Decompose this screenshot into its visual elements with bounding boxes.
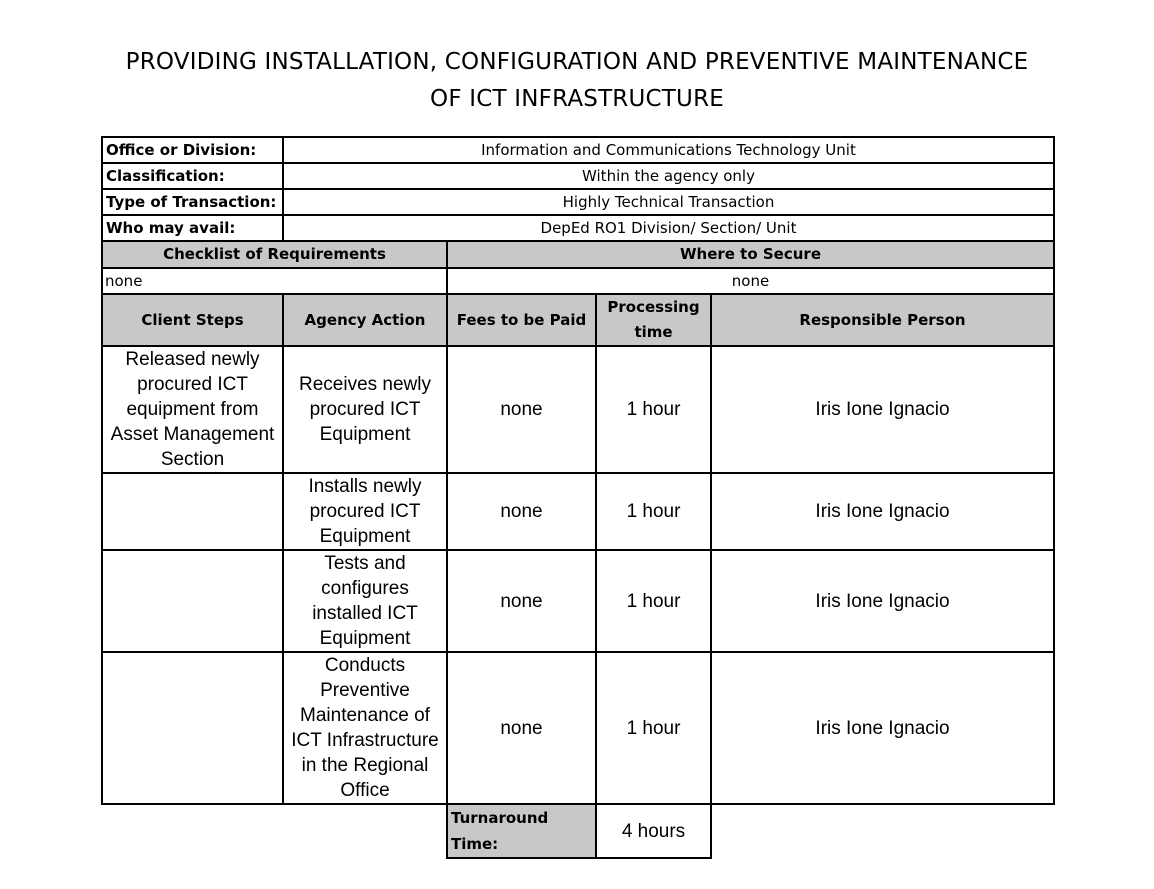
step-row — [102, 652, 1054, 804]
classification-label: Classification: — [102, 163, 283, 189]
steps-header-row — [102, 294, 1054, 346]
transaction-value: Highly Technical Transaction — [283, 189, 1054, 215]
responsible-person: Iris Ione Ignacio — [711, 550, 1054, 652]
office-value: Information and Communications Technology Unit — [283, 137, 1054, 163]
requirements-row — [102, 268, 1054, 294]
requirements-header-row — [102, 241, 1054, 268]
agency-action: Conducts Preventive Maintenance of ICT Infrastructure in the Regional Office — [283, 652, 447, 804]
client-step — [102, 473, 283, 550]
turnaround-label: Turnaround Time: — [447, 804, 596, 858]
title-line-1: PROVIDING INSTALLATION, CONFIGURATION AND PREVENTIVE MAINTENANCE — [125, 49, 1029, 75]
info-row-avail — [102, 215, 1054, 241]
agency-action: Receives newly procured ICT Equipment — [283, 346, 447, 473]
info-row-classification — [102, 163, 1054, 189]
step-row — [102, 473, 1054, 550]
responsible-person: Iris Ione Ignacio — [711, 346, 1054, 473]
document-title — [0, 44, 1154, 118]
info-row-office — [102, 137, 1054, 163]
client-steps-header: Client Steps — [102, 294, 283, 346]
fees: none — [447, 473, 596, 550]
agency-action: Tests and configures installed ICT Equipment — [283, 550, 447, 652]
agency-action-header: Agency Action — [283, 294, 447, 346]
turnaround-row — [102, 804, 1054, 858]
processing-time: 1 hour — [596, 473, 711, 550]
responsible-person: Iris Ione Ignacio — [711, 652, 1054, 804]
responsible-person-header: Responsible Person — [711, 294, 1054, 346]
fees: none — [447, 652, 596, 804]
where-to-secure-value: none — [447, 268, 1054, 294]
fees: none — [447, 550, 596, 652]
step-row — [102, 346, 1054, 473]
fees: none — [447, 346, 596, 473]
checklist-header: Checklist of Requirements — [102, 241, 447, 268]
processing-time-header: Processing time — [596, 294, 711, 346]
turnaround-value: 4 hours — [596, 804, 711, 858]
agency-action: Installs newly procured ICT Equipment — [283, 473, 447, 550]
avail-label: Who may avail: — [102, 215, 283, 241]
client-step: Released newly procured ICT equipment from Asset Management Section — [102, 346, 283, 473]
step-row — [102, 550, 1054, 652]
responsible-person: Iris Ione Ignacio — [711, 473, 1054, 550]
transaction-label: Type of Transaction: — [102, 189, 283, 215]
avail-value: DepEd RO1 Division/ Section/ Unit — [283, 215, 1054, 241]
client-step — [102, 652, 283, 804]
checklist-value: none — [102, 268, 447, 294]
processing-time: 1 hour — [596, 652, 711, 804]
processing-time: 1 hour — [596, 550, 711, 652]
classification-value: Within the agency only — [283, 163, 1054, 189]
citizens-charter-table — [101, 136, 1055, 859]
info-row-transaction — [102, 189, 1054, 215]
where-to-secure-header: Where to Secure — [447, 241, 1054, 268]
fees-header: Fees to be Paid — [447, 294, 596, 346]
title-line-2: OF ICT INFRASTRUCTURE — [430, 86, 724, 112]
processing-time: 1 hour — [596, 346, 711, 473]
office-label: Office or Division: — [102, 137, 283, 163]
client-step — [102, 550, 283, 652]
